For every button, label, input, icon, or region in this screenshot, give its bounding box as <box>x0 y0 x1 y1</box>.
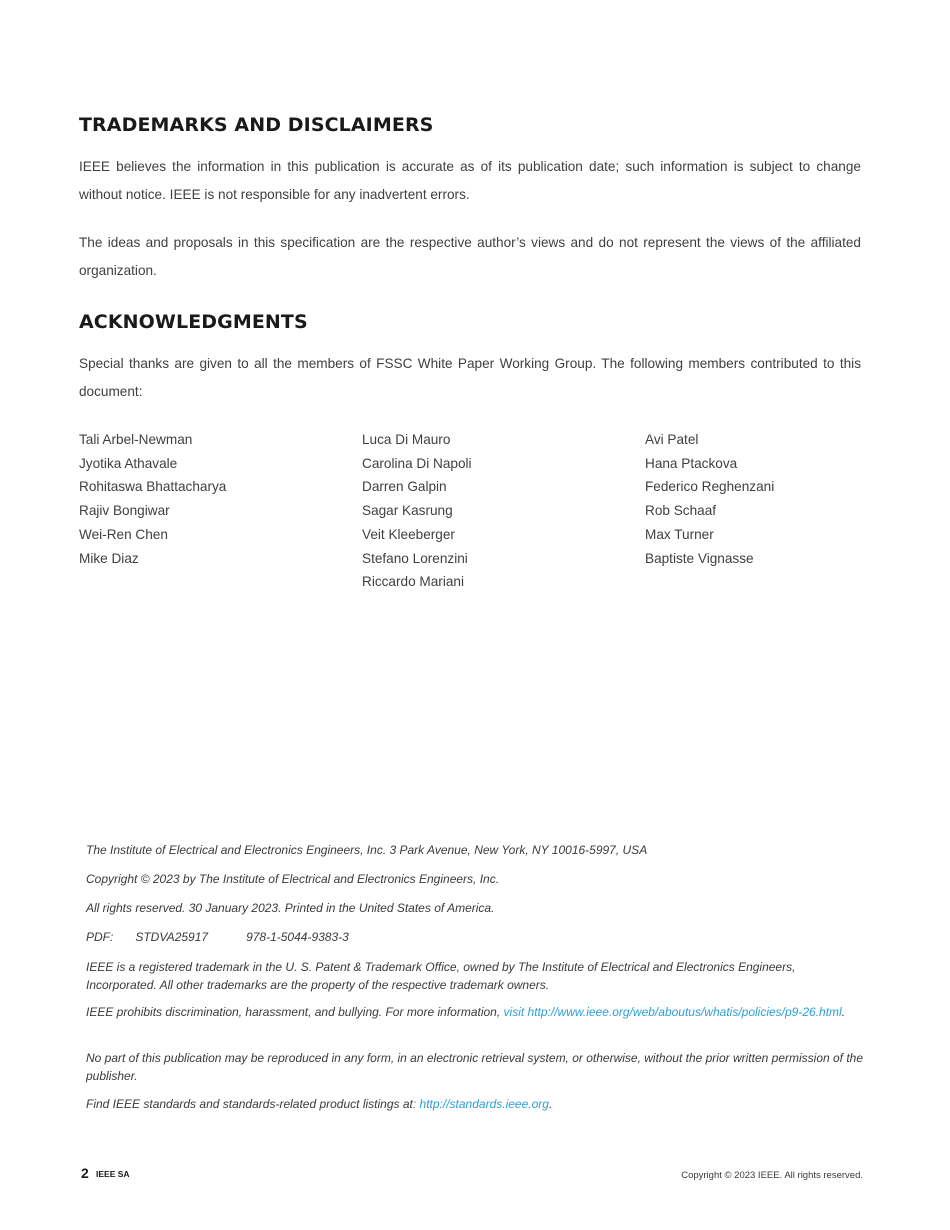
trademarks-paragraph-2: The ideas and proposals in this specification are the respective author’s views and do not represent the views of the affiliated organization. <box>79 235 861 278</box>
acknowledgments-intro: Special thanks are given to all the members of FSSC White Paper Working Group. The following members contributed to this document: <box>79 356 861 399</box>
contributor-name: Rohitaswa Bhattacharya <box>79 479 227 495</box>
contributor-name: Riccardo Mariani <box>362 574 464 590</box>
pdf-label: PDF: <box>86 930 114 944</box>
contributor-name: Luca Di Mauro <box>362 432 451 447</box>
contributor-name: Tali Arbel-Newman <box>79 432 193 447</box>
discrimination-text: IEEE prohibits discrimination, harassment, and bullying. For more information, <box>86 1005 501 1019</box>
trademark-notice: IEEE is a registered trademark in the U. S. Patent & Trademark Office, owned by The Institute of Electrical and Electronics Engineers, Incorporated. All other trademarks are the property of the respective trademark owners. <box>86 960 796 992</box>
contributor-name: Wei-Ren Chen <box>79 526 168 542</box>
footer-copyright: Copyright © 2023 IEEE. All rights reserved. <box>681 1170 863 1181</box>
isbn: 978-1-5044-9383-3 <box>246 930 349 944</box>
contributors-column-1 <box>79 428 226 570</box>
contributors-column-2 <box>362 428 472 594</box>
contributor-name: Rob Schaaf <box>645 503 717 519</box>
contributor-name: Federico Reghenzani <box>645 479 775 495</box>
trademarks-heading: TRADEMARKS AND DISCLAIMERS <box>79 114 434 136</box>
contributor-name: Rajiv Bongiwar <box>79 503 170 519</box>
contributor-name: Hana Ptackova <box>645 455 738 471</box>
pdf-identifiers <box>86 929 866 947</box>
discrimination-notice <box>86 1004 866 1022</box>
acknowledgments-heading: ACKNOWLEDGMENTS <box>79 311 308 333</box>
page-number: 2 <box>81 1165 89 1181</box>
ieee-address: The Institute of Electrical and Electronics Engineers, Inc. 3 Park Avenue, New York, NY 10016-5997, USA <box>86 843 648 857</box>
reproduction-notice: No part of this publication may be reproduced in any form, in an electronic retrieval system, or otherwise, without the prior written permission of the publisher. <box>86 1051 864 1083</box>
contributor-name: Jyotika Athavale <box>79 455 178 471</box>
trademarks-paragraph-1: IEEE believes the information in this publication is accurate as of its publication date; such information is subject to change without notice. IEEE is not responsible for any inadvertent errors. <box>79 159 861 202</box>
contributors-column-3 <box>645 428 774 570</box>
contributor-name: Stefano Lorenzini <box>362 550 468 566</box>
standards-notice <box>86 1096 866 1114</box>
contributor-name: Baptiste Vignasse <box>645 550 754 566</box>
contributor-name: Avi Patel <box>645 432 699 447</box>
contributor-name: Veit Kleeberger <box>362 526 455 542</box>
contributor-name: Max Turner <box>645 526 714 542</box>
contributor-name: Mike Diaz <box>79 550 139 566</box>
copyright-notice: Copyright © 2023 by The Institute of Electrical and Electronics Engineers, Inc. <box>86 872 500 886</box>
contributor-name: Carolina Di Napoli <box>362 455 472 471</box>
standards-text: Find IEEE standards and standards-related product listings at <box>86 1097 413 1111</box>
standards-link[interactable]: : http://standards.ieee.org <box>412 1097 549 1111</box>
period: . <box>841 1005 846 1019</box>
policy-link[interactable]: visit http://www.ieee.org/web/aboutus/whatis/policies/p9-26.html <box>503 1005 842 1019</box>
rights-notice: All rights reserved. 30 January 2023. Printed in the United States of America. <box>86 901 495 915</box>
contributor-name: Darren Galpin <box>362 479 447 495</box>
pdf-id: STDVA25917 <box>135 930 209 944</box>
contributor-name: Sagar Kasrung <box>362 503 453 519</box>
footer-brand: IEEE SA <box>96 1169 130 1179</box>
period: . <box>548 1097 553 1111</box>
